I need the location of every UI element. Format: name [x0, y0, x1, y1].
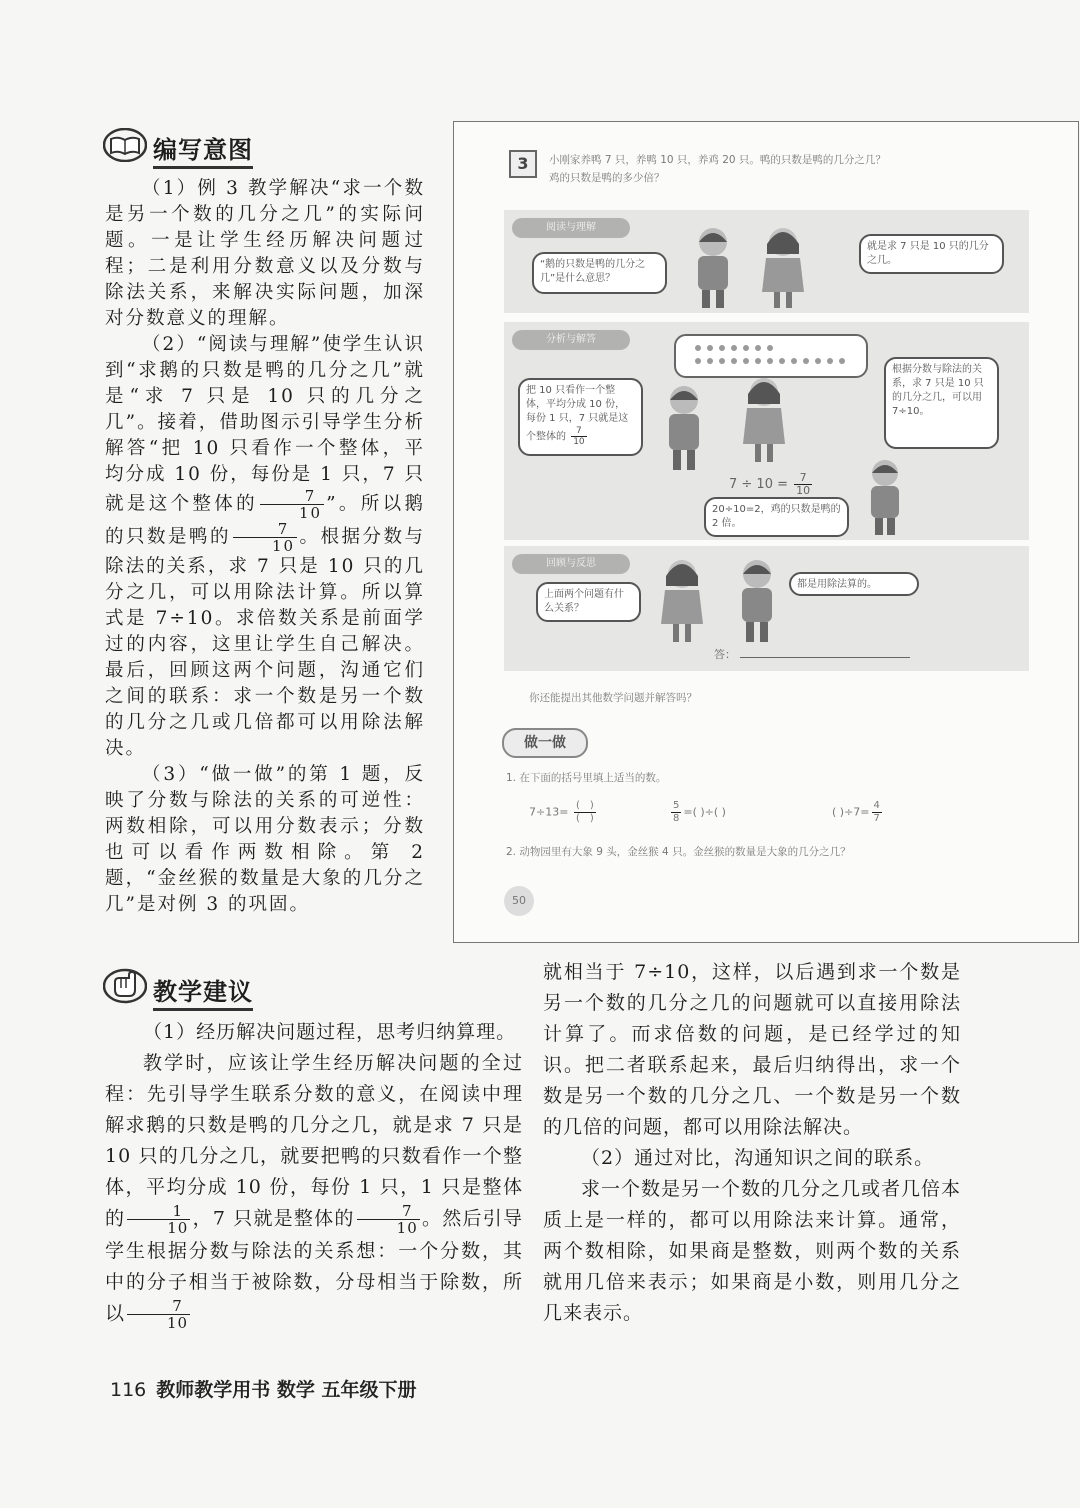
exercise-1-item-a: 7÷13= $\frac{( )}{( )}$	[529, 800, 594, 824]
fraction-seven-tenths: $\frac{7}{10}$	[357, 1203, 420, 1236]
subheading-1: （1）经历解决问题过程，思考归纳算理。	[143, 1021, 517, 1043]
paragraph: 教学时，应该让学生经历解决问题的全过程：先引导学生联系分数的意义，在阅读中理解求鹅的只数是鸭的几分之几，就是求 7 只是 10 只的几分之几，就要把鸭的只数看作一个整体，平均分成 10 份，每份 1 只，1 只是整体的 $\frac{1}{10}$ ，7 只就是整体的 $\frac{7}{10}$ 。然后引导学生根据分数与除法的关系想：一个分数，其中的分子相当于被除数，分母相当于除数，所以 $\frac{7}{10}$	[105, 1052, 523, 1332]
page-footer	[110, 1375, 417, 1402]
boy-illustration-icon	[729, 556, 785, 648]
teaching-suggestions-left-column	[105, 1017, 523, 1331]
speech-bubble: “鹅的只数是鸭的几分之几”是什么意思？	[532, 252, 667, 294]
try-it-badge: 做一做	[502, 728, 588, 758]
exercise-1-item-c: ( )÷7= $\frac{4}{7}$	[832, 800, 880, 824]
speech-bubble: 上面两个问题有什么关系？	[536, 582, 641, 622]
panel-tag: 阅读与理解	[512, 218, 630, 238]
exercise-1: 1. 在下面的括号里填上适当的数。	[506, 772, 667, 784]
boy-illustration-icon	[859, 457, 911, 541]
paragraph-continued: 就相当于 7÷10，这样，以后遇到求一个数是另一个数的几分之几的问题就可以直接用除法计算了。而求倍数的问题，是已经学过的知识。把二者联系起来，最后归纳得出，求一个数是另一个数的几分之几、一个数是另一个数的几倍的问题，都可以用除法解决。	[543, 961, 961, 1138]
speech-bubble: 根据分数与除法的关系，求 7 只是 10 只的几分之几，可以用 7÷10。	[884, 357, 999, 449]
girl-illustration-icon	[754, 224, 812, 314]
section-title: 编写意图	[153, 130, 253, 169]
paragraph-3: （3）“做一做”的第 1 题，反映了分数与除法的关系的可逆性：两数相除，可以用分数表示；分数也可以看作两数相除。第 2 题，“金丝猴的数量是大象的几分之几”是对例 3 的巩固。	[105, 764, 425, 915]
analyze-solve-panel	[504, 322, 1029, 540]
exercise-2: 2. 动物园里有大象 9 头，金丝猴 4 只。金丝猴的数量是大象的几分之几？	[506, 846, 851, 858]
boy-illustration-icon	[684, 224, 742, 314]
boy-illustration-icon	[654, 382, 714, 476]
teaching-suggestions-right-column	[543, 957, 961, 1329]
paragraph-1: （1）例 3 教学解决“求一个数是另一个数的几分之几”的实际问题。一是让学生经历解决问题过程；二是利用分数意义以及分数与除法关系，来解决实际问题，加深对分数意义的理解。	[105, 178, 425, 329]
speech-bubble: 20÷10=2，鸡的只数是鸭的 2 倍。	[704, 497, 849, 537]
writing-intent-body	[105, 176, 425, 918]
girl-illustration-icon	[734, 372, 794, 468]
paragraph: 求一个数是另一个数的几分之几或者几倍本质上是一样的，都可以用除法来计算。通常，两个数相除，如果商是整数，则两个数的关系就用几倍来表示；如果商是小数，则用几分之几来表示。	[543, 1178, 962, 1324]
extra-question: 你还能提出其他数学问题并解答吗？	[529, 692, 697, 704]
answer-line: 答：	[714, 646, 910, 662]
exercise-1-item-b: $\frac{5}{8}$ =( )÷( )	[673, 800, 726, 824]
speech-bubble: 都是用除法算的。	[789, 572, 919, 596]
section-title: 教学建议	[153, 972, 253, 1011]
panel-tag: 回顾与反思	[512, 554, 630, 574]
book-title: 教师教学用书 数学 五年级下册	[156, 1379, 417, 1401]
fraction-seven-tenths: $\frac{7}{10}$	[233, 521, 297, 554]
division-equation: 7 ÷ 10 = $\frac{7}{10}$	[729, 471, 811, 497]
page-number: 116	[110, 1379, 147, 1401]
fraction-one-tenth: $\frac{1}{10}$	[127, 1203, 190, 1236]
subheading-2: （2）通过对比，沟通知识之间的联系。	[581, 1147, 935, 1169]
fraction-seven-tenths: $\frac{7}{10}$	[260, 488, 324, 521]
textbook-page-excerpt	[453, 121, 1079, 943]
paragraph-2: （2）“阅读与理解”使学生认识到“求鹅的只数是鸭的几分之几”就是“求 7 只是 10 只的几分之几”。接着，借助图示引导学生分析解答“把 10 只看作一个整体，平均分成 10 份，每份是 1 只，7 只就是这个整体的 $\frac{7}{10}$ ”。所以鹅的只数是鸭的 $\frac{7}{10}$ 。根据分数与除法的关系，求 7 只是 10 只的几分之几，可以用除法计算。所以算式是 7÷10。求倍数关系是前面学过的内容，这里让学生自己解决。最后，回顾这两个问题，沟通它们之间的联系：求一个数是另一个数的几分之几或几倍都可以用除法解决。	[105, 334, 425, 759]
fraction-seven-tenths: $\frac{7}{10}$	[127, 1298, 190, 1331]
open-book-icon	[103, 128, 147, 166]
example-question-line-1: 小刚家养鸭 7 只，养鸭 10 只，养鸡 20 只。鸭的只数是鸭的几分之几？	[549, 154, 886, 166]
read-understand-panel	[504, 210, 1029, 313]
example-number-badge: 3	[509, 150, 537, 178]
girl-illustration-icon	[654, 556, 710, 648]
speech-bubble: 把 10 只看作一个整体，平均分成 10 份，每份 1 只，7 只就是这个整体的 $\frac{7}{10}$	[518, 378, 643, 456]
review-reflect-panel	[504, 546, 1029, 671]
hand-pointer-icon	[103, 968, 147, 1008]
panel-tag: 分析与解答	[512, 330, 630, 350]
page-number-circle: 50	[504, 886, 534, 916]
example-question-line-2: 鸡的只数是鸭的多少倍？	[549, 172, 665, 184]
speech-bubble: 就是求 7 只是 10 只的几分之几。	[859, 234, 1004, 274]
